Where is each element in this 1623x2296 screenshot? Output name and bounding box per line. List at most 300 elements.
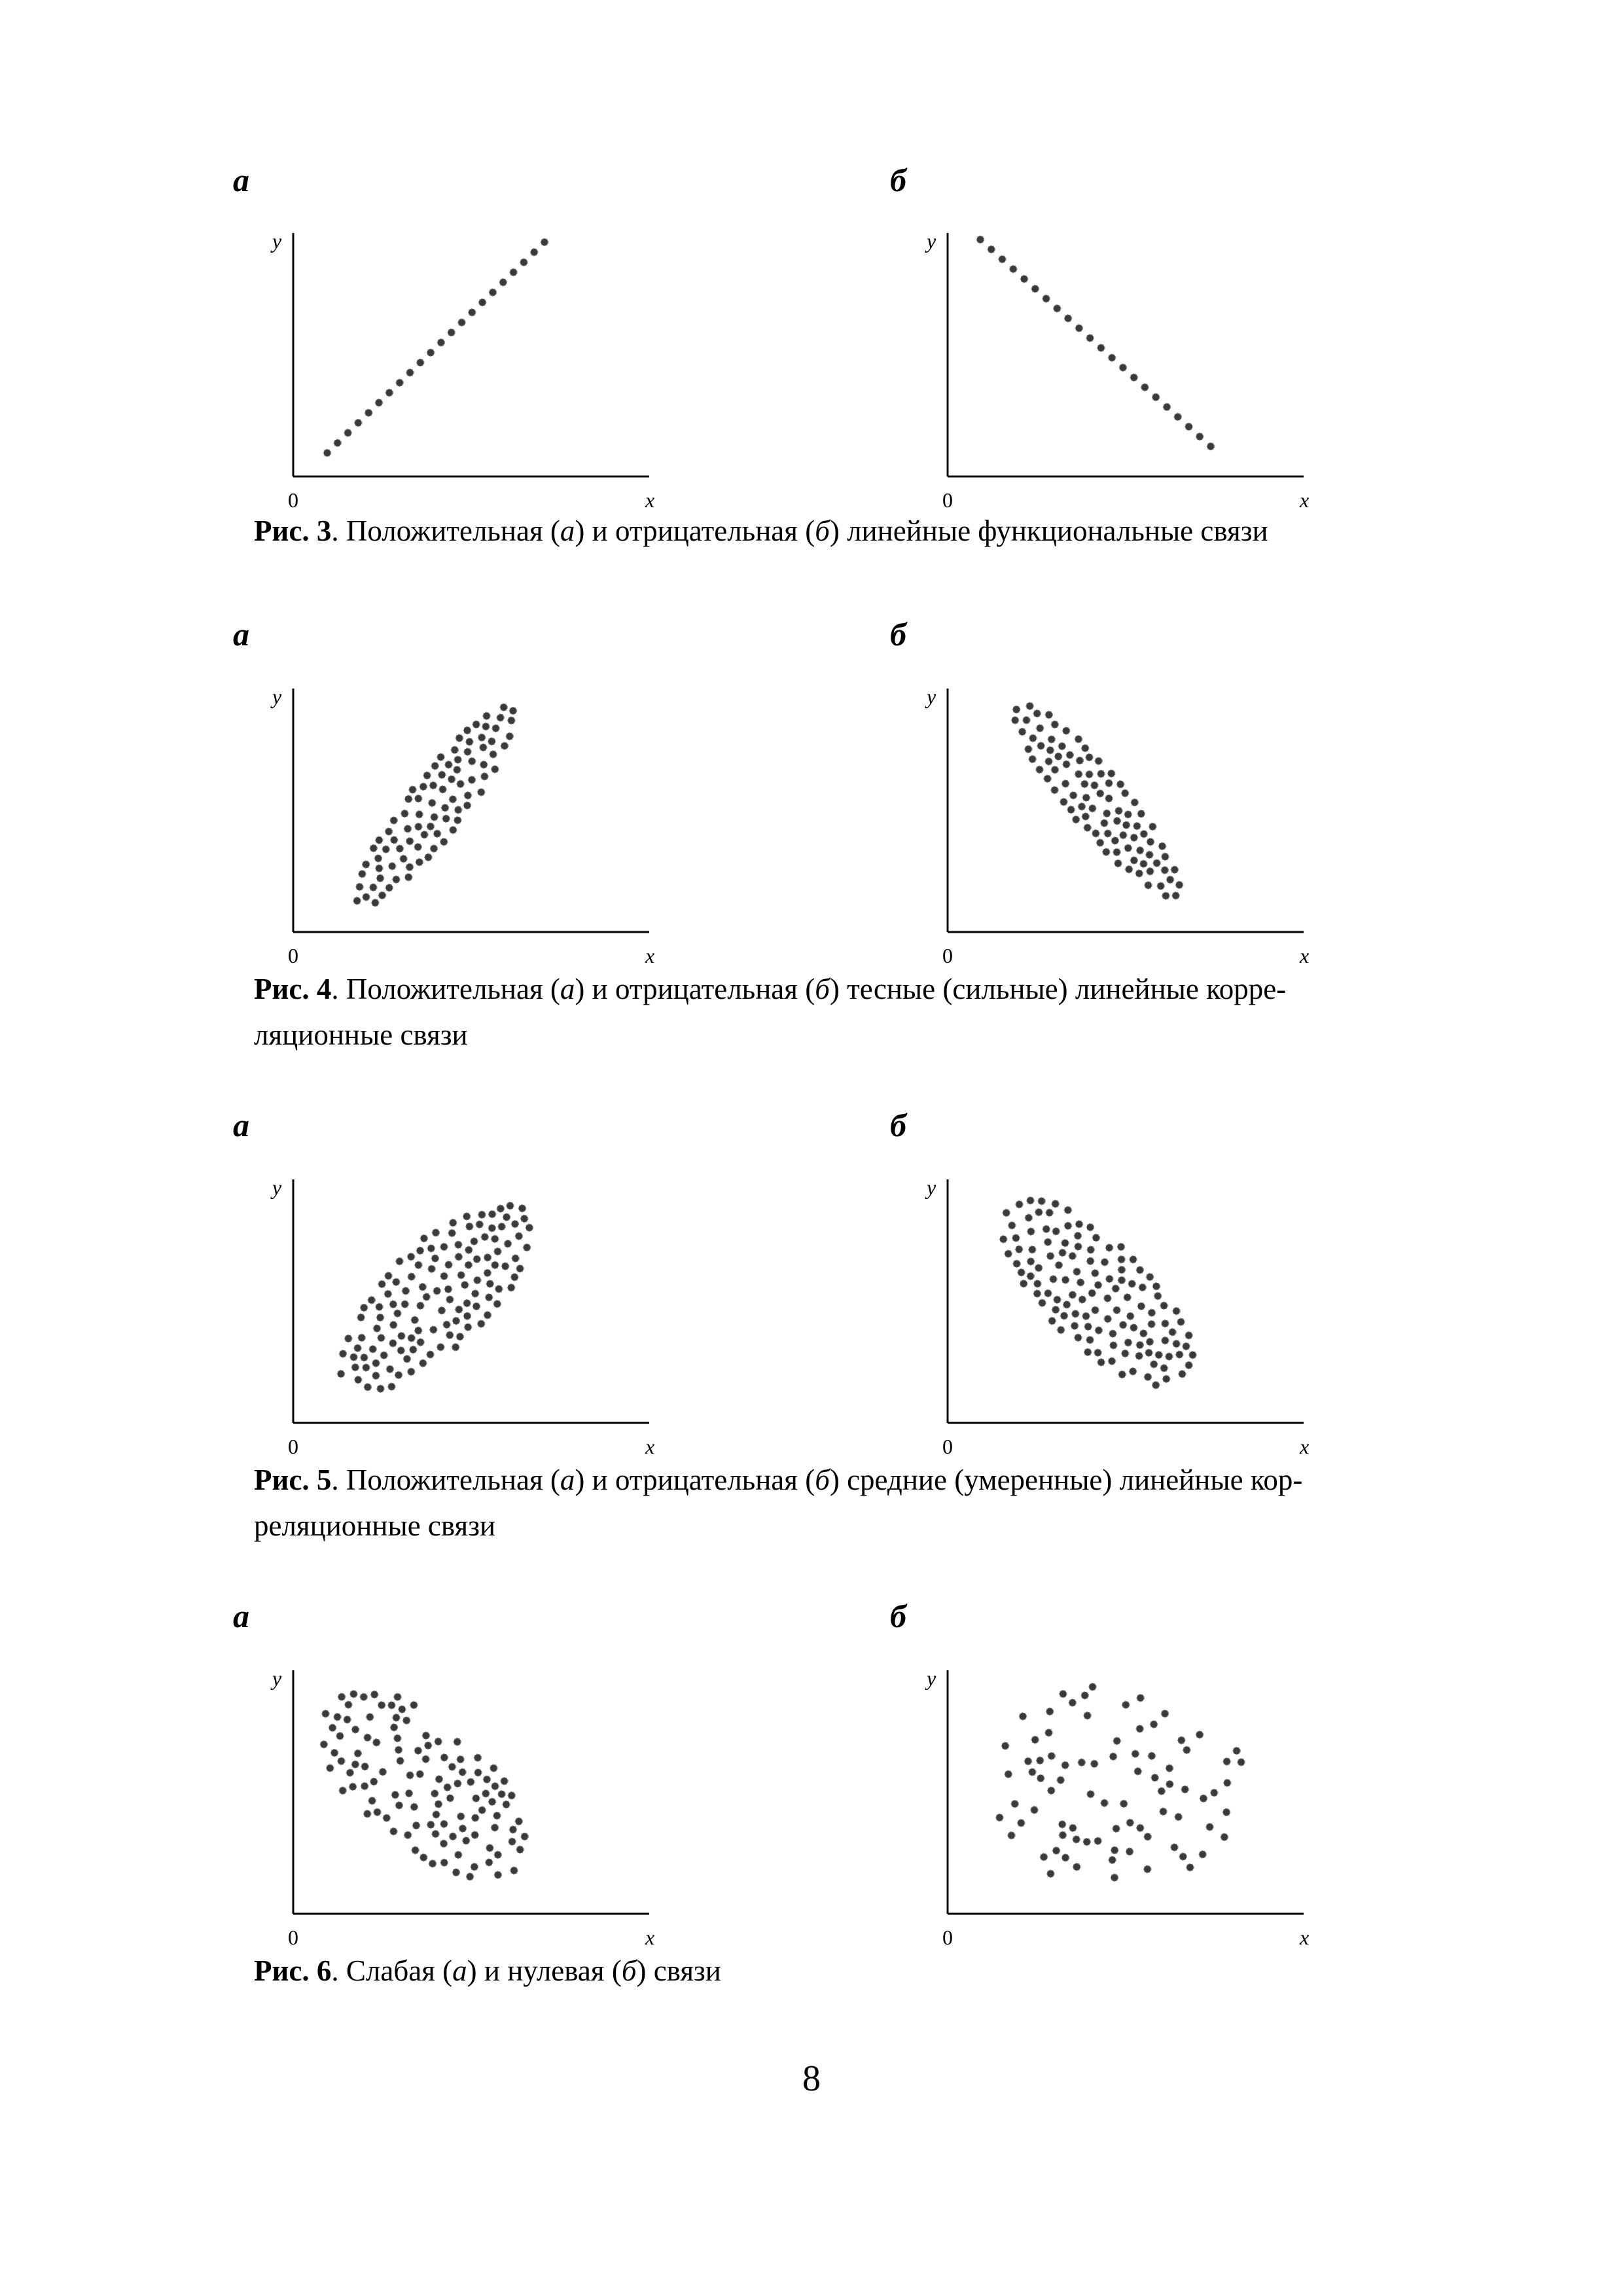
data-point (1162, 892, 1169, 899)
data-point (370, 884, 377, 891)
data-point (336, 1732, 344, 1740)
data-point (455, 1241, 462, 1248)
data-point (508, 1792, 515, 1799)
data-point (1224, 1780, 1231, 1787)
data-point (450, 1833, 457, 1840)
data-point (1048, 1318, 1056, 1325)
data-point (1072, 1310, 1079, 1318)
data-point (356, 884, 363, 891)
data-point (1087, 1257, 1094, 1265)
data-point (1118, 1371, 1126, 1378)
data-point (1055, 753, 1062, 760)
data-point (399, 1706, 406, 1713)
data-point (420, 1854, 427, 1861)
data-point (345, 1335, 352, 1342)
data-point (377, 1385, 384, 1392)
data-point (489, 1798, 496, 1805)
data-point (1159, 842, 1166, 850)
data-point (411, 1316, 418, 1323)
data-point (1131, 799, 1138, 806)
data-point (1173, 1340, 1180, 1348)
data-point (1151, 1774, 1158, 1782)
data-point (1155, 1352, 1162, 1359)
data-point (452, 1344, 459, 1351)
data-point (376, 865, 383, 872)
data-point (1061, 1312, 1068, 1319)
data-point (1146, 852, 1153, 859)
data-point (455, 1852, 462, 1859)
data-point (1136, 1725, 1143, 1732)
data-point (361, 1354, 368, 1361)
data-point (483, 712, 490, 719)
data-point (378, 1702, 385, 1709)
data-point (1044, 1238, 1052, 1246)
data-point (1054, 1296, 1061, 1303)
data-point (1051, 721, 1058, 728)
data-point (1164, 403, 1171, 410)
data-point (351, 1364, 359, 1371)
caption-text: ) средние (умеренные) линейные кор- (829, 1463, 1303, 1496)
data-point (1037, 1757, 1044, 1764)
data-point (374, 1325, 381, 1332)
caption-line-1 (254, 1457, 1427, 1503)
data-point (455, 806, 462, 814)
fig4-panel-a-label: а (233, 616, 249, 653)
data-point (454, 1738, 461, 1746)
data-point (478, 1211, 486, 1218)
data-point (1025, 745, 1032, 753)
data-point (1081, 1692, 1088, 1699)
data-point (433, 1287, 440, 1295)
data-point (389, 1300, 397, 1308)
data-point (416, 859, 423, 866)
data-point (1044, 1290, 1052, 1297)
data-point (327, 1765, 334, 1772)
data-point (416, 811, 423, 818)
data-point (1027, 1228, 1035, 1235)
data-point (1147, 1338, 1154, 1346)
data-point (1092, 1234, 1099, 1242)
data-point (1221, 1833, 1228, 1840)
data-point (428, 1265, 435, 1272)
data-point (455, 1253, 462, 1261)
data-point (1027, 1272, 1034, 1280)
x-axis-label: x (645, 1435, 655, 1458)
data-point (408, 1253, 415, 1261)
data-point (345, 1701, 352, 1708)
data-point (446, 1296, 454, 1303)
data-point (404, 825, 412, 833)
data-point (403, 1355, 410, 1363)
data-point (479, 299, 486, 306)
data-point (510, 269, 517, 276)
data-point (1207, 443, 1215, 450)
data-point (465, 1323, 472, 1331)
data-point (445, 1261, 452, 1268)
data-point (1051, 766, 1058, 774)
data-point (1111, 837, 1118, 844)
data-point (478, 1806, 486, 1814)
data-point (1185, 423, 1192, 430)
data-point (1033, 710, 1041, 717)
data-point (1086, 334, 1094, 342)
data-point (1132, 1750, 1139, 1757)
data-point (1130, 857, 1137, 864)
data-point (1095, 1327, 1102, 1334)
data-point (1137, 1695, 1144, 1702)
data-point (1084, 1712, 1091, 1719)
data-point (490, 289, 497, 296)
data-point (471, 1238, 478, 1245)
data-point (1161, 867, 1168, 874)
data-point (1122, 1350, 1129, 1357)
data-point (1113, 1737, 1120, 1744)
data-point (405, 1790, 412, 1797)
data-point (403, 1717, 410, 1724)
data-point (459, 1825, 467, 1832)
data-point (1097, 1359, 1105, 1366)
data-point (1051, 787, 1058, 794)
data-point (516, 1265, 524, 1272)
data-point (380, 1352, 387, 1359)
data-point (494, 1871, 501, 1878)
data-point (415, 823, 422, 831)
data-point (1109, 1856, 1116, 1863)
data-point (1029, 755, 1036, 762)
data-point (1020, 1280, 1027, 1287)
data-point (379, 892, 386, 899)
data-point (1130, 1368, 1137, 1375)
data-point (1176, 1351, 1183, 1358)
data-point (1145, 1349, 1152, 1356)
data-point (427, 1351, 434, 1358)
data-point (450, 827, 457, 834)
data-point (334, 439, 341, 446)
data-point (484, 1776, 491, 1783)
data-point (488, 738, 495, 745)
data-point (1035, 1265, 1043, 1272)
data-point (401, 1300, 408, 1308)
caption-mark-b: б (621, 1954, 637, 1987)
data-point (501, 1778, 508, 1785)
data-point (1033, 1290, 1041, 1297)
data-point (1162, 1337, 1169, 1344)
x-axis-label: x (1300, 944, 1310, 967)
caption-text: . Слабая ( (331, 1954, 453, 1987)
data-point (1173, 1308, 1180, 1315)
data-point (361, 1304, 368, 1312)
data-point (519, 1205, 526, 1212)
scatter-plot (272, 1660, 655, 1949)
data-point (472, 1290, 479, 1297)
data-point (1110, 1342, 1117, 1349)
data-point (1084, 1323, 1092, 1330)
data-point (458, 319, 465, 326)
data-point (999, 256, 1006, 263)
data-point (322, 1710, 329, 1717)
data-point (1063, 1301, 1071, 1308)
figure-caption (254, 508, 1382, 554)
data-point (1223, 1758, 1230, 1765)
data-point (1124, 1339, 1132, 1346)
data-point (439, 786, 446, 793)
x-axis-label: x (645, 1926, 655, 1949)
data-point (484, 1269, 491, 1276)
data-point (334, 1713, 341, 1721)
data-point (1150, 1721, 1158, 1728)
data-point (408, 1273, 415, 1280)
data-point (473, 1302, 480, 1310)
data-point (1018, 1820, 1025, 1827)
data-point (450, 1219, 457, 1227)
data-point (340, 1350, 347, 1357)
data-point (494, 1851, 501, 1858)
data-point (397, 1757, 404, 1765)
data-point (510, 1867, 518, 1874)
data-point (1185, 1361, 1192, 1369)
data-point (410, 1346, 417, 1354)
data-point (481, 1233, 488, 1240)
data-point (1104, 1295, 1111, 1302)
data-point (431, 845, 438, 852)
data-point (405, 874, 412, 881)
data-point (1124, 1294, 1131, 1301)
data-point (464, 1312, 471, 1319)
data-point (1060, 1691, 1067, 1698)
data-point (350, 1691, 357, 1698)
data-point (425, 853, 432, 861)
data-point (398, 1333, 405, 1340)
data-point (433, 1811, 440, 1818)
data-point (495, 1285, 503, 1293)
data-point (1058, 1327, 1065, 1334)
data-point (1082, 745, 1089, 752)
data-point (1027, 1197, 1034, 1204)
data-point (1081, 780, 1088, 787)
page-number: 8 (802, 2058, 821, 2099)
data-point (1082, 1312, 1090, 1319)
data-point (1122, 789, 1129, 797)
data-point (1046, 1708, 1054, 1715)
data-point (1153, 1283, 1160, 1290)
data-point (1162, 1320, 1169, 1327)
data-point (370, 845, 377, 852)
data-point (1199, 1851, 1206, 1858)
data-point (1171, 866, 1178, 873)
caption-line-2: ляционные связи (254, 1018, 468, 1051)
data-point (498, 1791, 505, 1798)
data-point (1076, 757, 1083, 764)
data-point (1012, 717, 1019, 724)
data-point (1087, 1246, 1094, 1253)
data-point (364, 1810, 371, 1818)
data-point (1029, 1768, 1036, 1776)
data-point (1069, 1824, 1077, 1831)
data-point (440, 1754, 448, 1761)
data-point (442, 804, 449, 812)
plot-canvas (942, 678, 1309, 966)
origin-label: 0 (288, 1926, 298, 1949)
data-point (408, 1368, 415, 1375)
data-point (429, 799, 436, 806)
data-point (385, 389, 393, 397)
data-point (431, 1255, 438, 1262)
data-point (366, 1713, 374, 1721)
data-point (338, 1757, 345, 1765)
data-point (1118, 1256, 1125, 1263)
data-point (1048, 1787, 1055, 1794)
data-point (1031, 1806, 1038, 1814)
data-point (1120, 832, 1127, 839)
caption-mark-a: а (452, 1954, 467, 1987)
data-point (414, 1747, 421, 1754)
data-point (383, 1814, 390, 1821)
data-point (1109, 1330, 1116, 1337)
data-point (505, 1240, 512, 1247)
data-point (1094, 1349, 1101, 1356)
data-point (1097, 344, 1105, 351)
data-point (442, 815, 450, 822)
data-point (480, 761, 488, 768)
data-point (448, 329, 455, 336)
y-axis-label: y (272, 1666, 282, 1690)
scatter-plot (272, 1169, 655, 1458)
data-point (378, 1335, 385, 1342)
data-point (1075, 1243, 1082, 1250)
data-point (1041, 1854, 1048, 1861)
data-point (440, 1840, 448, 1847)
data-point (1043, 295, 1050, 302)
data-point (482, 723, 490, 730)
data-point (1118, 1266, 1126, 1274)
data-point (1167, 876, 1174, 884)
data-point (484, 1254, 491, 1261)
plot-canvas (942, 1169, 1309, 1457)
data-point (1005, 1770, 1012, 1778)
data-point (502, 1263, 509, 1270)
data-point (1095, 1282, 1102, 1289)
data-point (406, 369, 414, 376)
data-point (1084, 824, 1091, 831)
data-point (395, 1371, 402, 1378)
origin-label: 0 (288, 488, 298, 512)
data-point (1002, 1742, 1009, 1749)
data-point (438, 1307, 446, 1314)
data-point (394, 1693, 401, 1700)
caption-text: ) тесные (сильные) линейные корре- (829, 973, 1287, 1005)
data-point (1073, 1836, 1080, 1843)
data-point (486, 1859, 493, 1866)
data-point (507, 1202, 514, 1210)
data-point (1052, 1228, 1060, 1235)
data-point (1145, 1373, 1152, 1380)
caption-mark-a: а (560, 973, 575, 1005)
data-point (376, 399, 383, 406)
data-point (384, 1291, 391, 1298)
data-point (440, 838, 448, 846)
data-point (454, 817, 461, 824)
data-point (1054, 305, 1061, 312)
data-point (1166, 1765, 1173, 1772)
data-point (1048, 1753, 1055, 1760)
data-point (393, 876, 400, 883)
scatter-plot (272, 223, 655, 512)
caption-text: ) и нулевая ( (467, 1954, 622, 1987)
data-point (453, 1869, 460, 1876)
data-point (1016, 1201, 1023, 1208)
data-point (1045, 1729, 1052, 1736)
data-point (1112, 1285, 1119, 1292)
data-point (1106, 1276, 1113, 1283)
data-point (385, 884, 393, 891)
data-point (1144, 1833, 1151, 1840)
data-point (419, 1283, 426, 1291)
data-point (1196, 1731, 1204, 1738)
data-point (370, 1778, 378, 1785)
fig6-panel-a-label: а (233, 1598, 249, 1634)
data-point (1169, 1329, 1176, 1336)
data-point (1135, 870, 1143, 877)
data-point (1162, 1710, 1169, 1717)
caption-text: . Положительная ( (331, 1463, 560, 1496)
data-point (1211, 1789, 1218, 1797)
origin-label: 0 (288, 944, 298, 967)
data-point (493, 1812, 501, 1820)
data-point (390, 1321, 397, 1329)
data-point (415, 795, 422, 802)
data-point (1178, 1736, 1185, 1744)
data-point (521, 1215, 528, 1223)
x-axis-label: x (645, 488, 655, 512)
data-point (361, 1763, 368, 1770)
data-point (1134, 1768, 1141, 1775)
data-point (357, 1314, 365, 1321)
data-point (520, 259, 527, 266)
data-point (464, 726, 471, 734)
data-point (531, 249, 538, 256)
data-point (412, 1846, 419, 1854)
data-point (352, 1726, 359, 1733)
data-point (1179, 1371, 1186, 1378)
data-point (1037, 742, 1044, 749)
data-point (453, 1318, 460, 1325)
data-point (415, 1261, 422, 1268)
data-point (1108, 770, 1115, 777)
data-point (1149, 823, 1156, 831)
data-point (1077, 1279, 1084, 1286)
data-point (486, 1294, 493, 1301)
data-point (1111, 1874, 1118, 1881)
data-point (1020, 1713, 1027, 1720)
data-point (1103, 848, 1110, 855)
data-point (1111, 1846, 1118, 1854)
data-point (1035, 1209, 1043, 1216)
data-point (417, 1247, 424, 1254)
data-point (473, 1795, 480, 1802)
data-point (430, 1326, 437, 1333)
data-point (501, 742, 508, 749)
data-point (503, 1801, 510, 1808)
data-point (355, 1376, 362, 1384)
data-point (1025, 1758, 1032, 1765)
data-point (455, 734, 463, 742)
data-point (363, 893, 370, 901)
data-point (338, 1693, 346, 1700)
data-point (425, 1742, 432, 1749)
data-point (1186, 1864, 1194, 1871)
y-axis-label: y (927, 1666, 936, 1690)
y-axis-label: y (927, 685, 936, 708)
